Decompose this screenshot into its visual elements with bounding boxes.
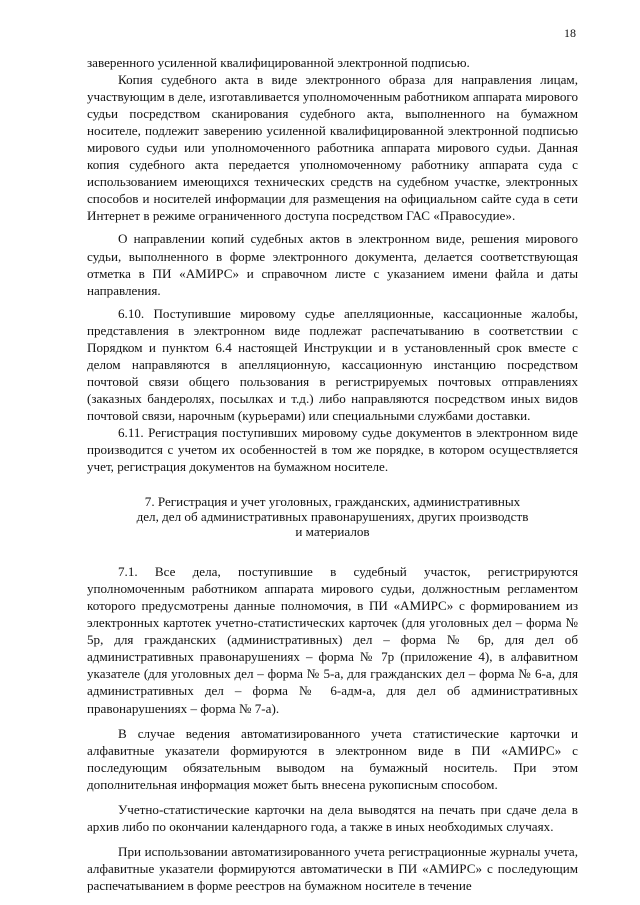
paragraph-cards-printing: Учетно-статистические карточки на дела выводятся на печать при сдаче дела в архив либо по окончании календарного года, а также в иных необходимых случаях. <box>87 801 578 834</box>
section-heading-line-1: 7. Регистрация и учет уголовных, гражданских, административных <box>144 494 521 510</box>
paragraph-6-11: 6.11. Регистрация поступивших мировому судье документов в электронном виде производится с учетом их особенностей в том же порядке, в котором осуществляется учет, регистрация документов на бумажном носителе. <box>87 424 578 475</box>
section-heading-line-3: и материалов <box>295 524 370 540</box>
document-body <box>87 54 578 894</box>
paragraph-continuation: заверенного усиленной квалифицированной электронной подписью. <box>87 55 470 70</box>
section-heading <box>87 494 578 539</box>
paragraph-6-10: 6.10. Поступившие мировому судье апелляционные, кассационные жалобы, представления в электронном виде подлежат распечатыванию в соответствии с Порядком и пунктом 6.4 настоящей Инструкции и в установленный срок вместе с делом направляются в апелляционную, кассационную инстанцию посредством почтовой связи общего пользования в регистрируемых почтовых отправлениях (заказных бандеролях, посылках и т.д.) либо направляются посредством иных видов почтовой связи, нарочным (курьерами) или специальными службами доставки. <box>87 305 578 423</box>
section-heading-line-2: дел, дел об административных правонарушениях, других производств <box>136 509 529 525</box>
page-number: 18 <box>564 26 576 40</box>
paragraph-sending-copies: О направлении копий судебных актов в электронном виде, решения мирового судьи, выполненного в форме электронного документа, делается соответствующая отметка в ПИ «АМИРС» и справочном листе с указанием имени файла и даты направления. <box>87 231 578 298</box>
paragraph-automated-accounting: В случае ведения автоматизированного учета статистические карточки и алфавитные указатели формируются в электронном виде в ПИ «АМИРС» с последующим обязательным выводом на бумажный носитель. При этом дополнительная информация может быть внесена рукописным способом. <box>87 725 578 792</box>
paragraph-7-1: 7.1. Все дела, поступившие в судебный участок, регистрируются уполномоченным работником аппарата мирового судьи, должностным регламентом которого предусмотрены данные полномочия, в ПИ «АМИРС» с формированием из электронных картотек учетно-статистических карточек (для уголовных дел – форма № 5р, для гражданских (административных) дел – форма № 6р, для дел об административных правонарушениях – форма № 7р (приложение 4), в алфавитном указателе (для уголовных дел – форма № 5-а, для гражданских дел – форма № 6-а, для административных дел – форма № 6-адм-а, для дел об административных правонарушениях – форма № 7-а). <box>87 564 578 716</box>
paragraph-copy-electronic-image: Копия судебного акта в виде электронного образа для направления лицам, участвующим в деле, изготавливается уполномоченным работником аппарата мирового судьи посредством сканирования судебного акта, выполненного на бумажном носителе, подлежит заверению усиленной квалифицированной электронной подписью мирового судьи или уполномоченного работника аппарата мирового судьи. Данная копия судебного акта передается уполномоченному работнику аппарата суда с использованием имеющихся технических средств на судебном участке, электронных способов и носителей информации для размещения на официальном сайте суда в сети Интернет в режиме ограниченного доступа посредством ГАС «Правосудие». <box>87 72 578 224</box>
paragraph-registration-journals: При использовании автоматизированного учета регистрационные журналы учета, алфавитные указатели формируются автоматически в ПИ «АМИРС» с последующим распечатыванием в форме реестров на бумажном носителе в течение <box>87 843 578 893</box>
